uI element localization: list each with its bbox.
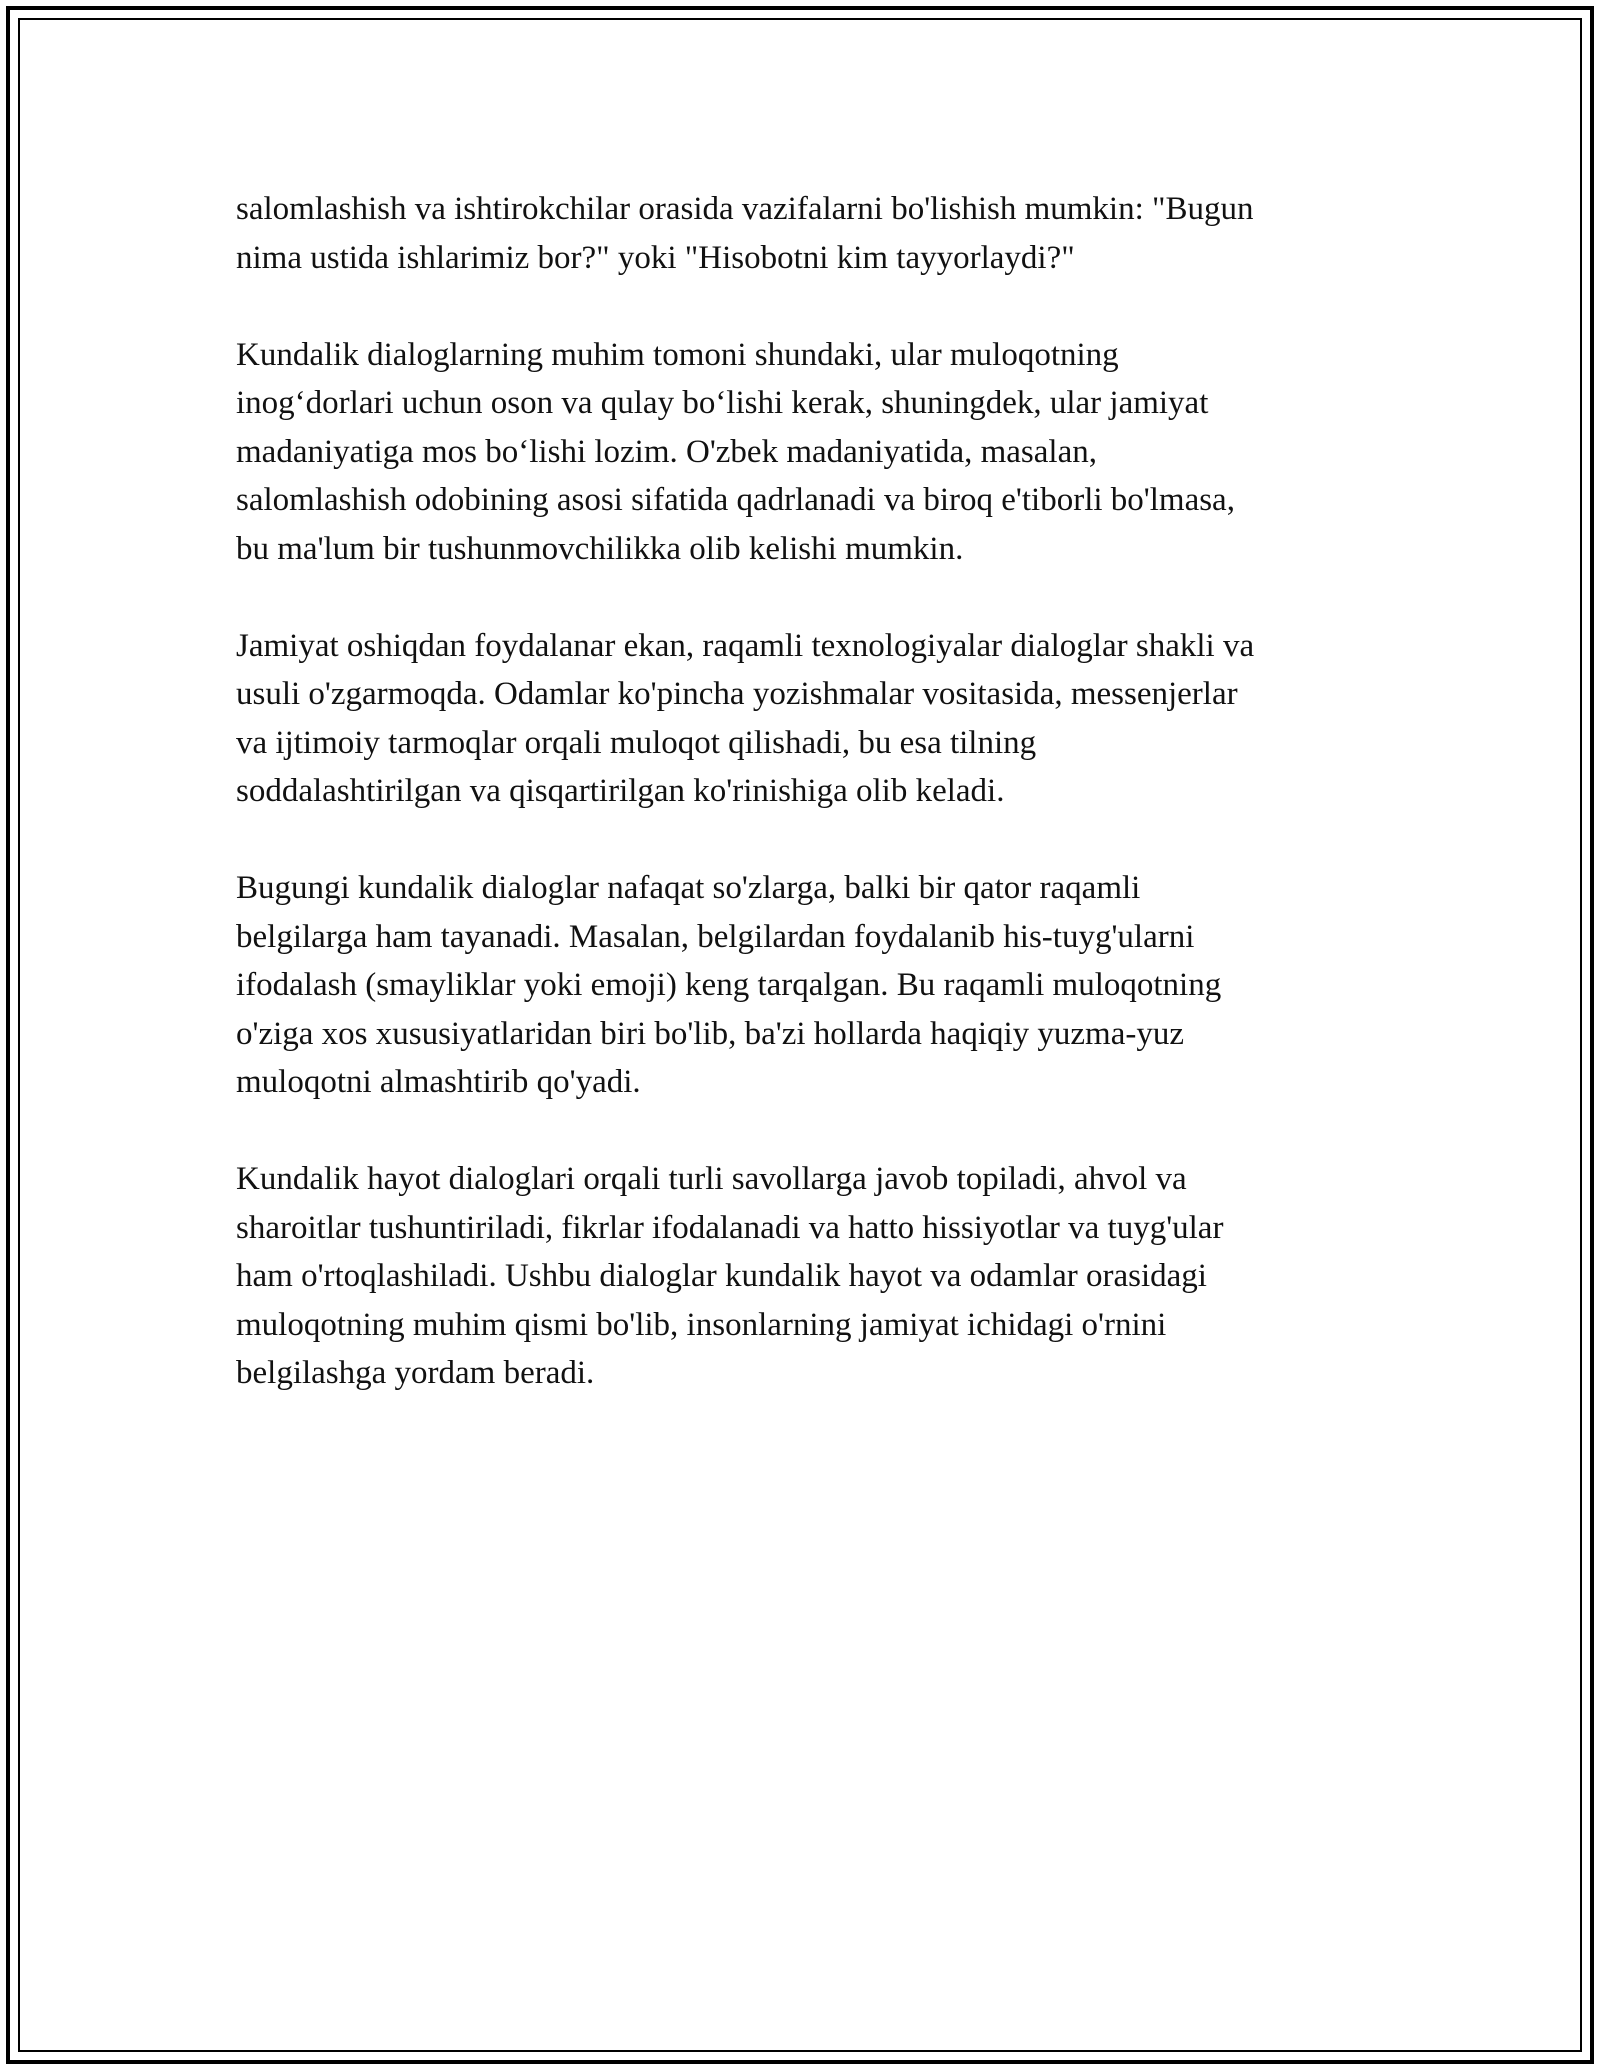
text-line: belgilashga yordam beradi. <box>236 1355 595 1391</box>
text-line: ifodalash (smayliklar yoki emoji) keng tarqalgan. Bu raqamli muloqotning <box>236 967 1222 1003</box>
text-line: va ijtimoiy tarmoqlar orqali muloqot qilishadi, bu esa tilning <box>236 724 1037 761</box>
paragraph-2 <box>236 331 1376 574</box>
text-line: Kundalik dialoglarning muhim tomoni shundaki, ular muloqotning <box>236 336 1119 373</box>
text-line: Bugungi kundalik dialoglar nafaqat so'zlarga, balki bir qator raqamli <box>236 870 1141 906</box>
text-line: Jamiyat oshiqdan foydalanar ekan, raqamli texnologiyalar dialoglar shakli va <box>236 627 1255 664</box>
text-line: belgilarga ham tayanadi. Masalan, belgilardan foydalanib his-tuyg'ularni <box>236 918 1195 955</box>
text-line: madaniyatiga mos bo‘lishi lozim. O'zbek madaniyatida, masalan, <box>236 433 1097 470</box>
text-line: salomlashish va ishtirokchilar orasida vazifalarni bo'lishish mumkin: "Bugun <box>236 191 1254 227</box>
text-line: inog‘dorlari uchun oson va qulay bo‘lishi kerak, shuningdek, ular jamiyat <box>236 385 1209 421</box>
text-line: o'ziga xos xususiyatlaridan biri bo'lib, ba'zi hollarda haqiqiy yuzma-yuz <box>236 1015 1185 1052</box>
text-line: muloqotni almashtirib qo'yadi. <box>236 1064 641 1100</box>
document-body <box>236 185 1376 1446</box>
text-line: soddalashtirilgan va qisqartirilgan ko'rinishiga olib keladi. <box>236 773 1005 809</box>
paragraph-1 <box>236 185 1376 282</box>
paragraph-3 <box>236 622 1376 816</box>
text-line: sharoitlar tushuntiriladi, fikrlar ifodalanadi va hatto hissiyotlar va tuyg'ular <box>236 1209 1224 1246</box>
text-line: muloqotning muhim qismi bo'lib, insonlarning jamiyat ichidagi o'rnini <box>236 1306 1167 1343</box>
text-line: salomlashish odobining asosi sifatida qadrlanadi va biroq e'tiborli bo'lmasa, <box>236 482 1235 518</box>
paragraph-4 <box>236 864 1376 1107</box>
text-line: usuli o'zgarmoqda. Odamlar ko'pincha yozishmalar vositasida, messenjerlar <box>236 676 1238 712</box>
text-line: ham o'rtoqlashiladi. Ushbu dialoglar kundalik hayot va odamlar orasidagi <box>236 1258 1207 1294</box>
text-line: nima ustida ishlarimiz bor?" yoki "Hisobotni kim tayyorlaydi?" <box>236 239 1075 276</box>
text-line: Kundalik hayot dialoglari orqali turli savollarga javob topiladi, ahvol va <box>236 1161 1187 1197</box>
paragraph-5 <box>236 1155 1376 1398</box>
text-line: bu ma'lum bir tushunmovchilikka olib kelishi mumkin. <box>236 530 964 567</box>
